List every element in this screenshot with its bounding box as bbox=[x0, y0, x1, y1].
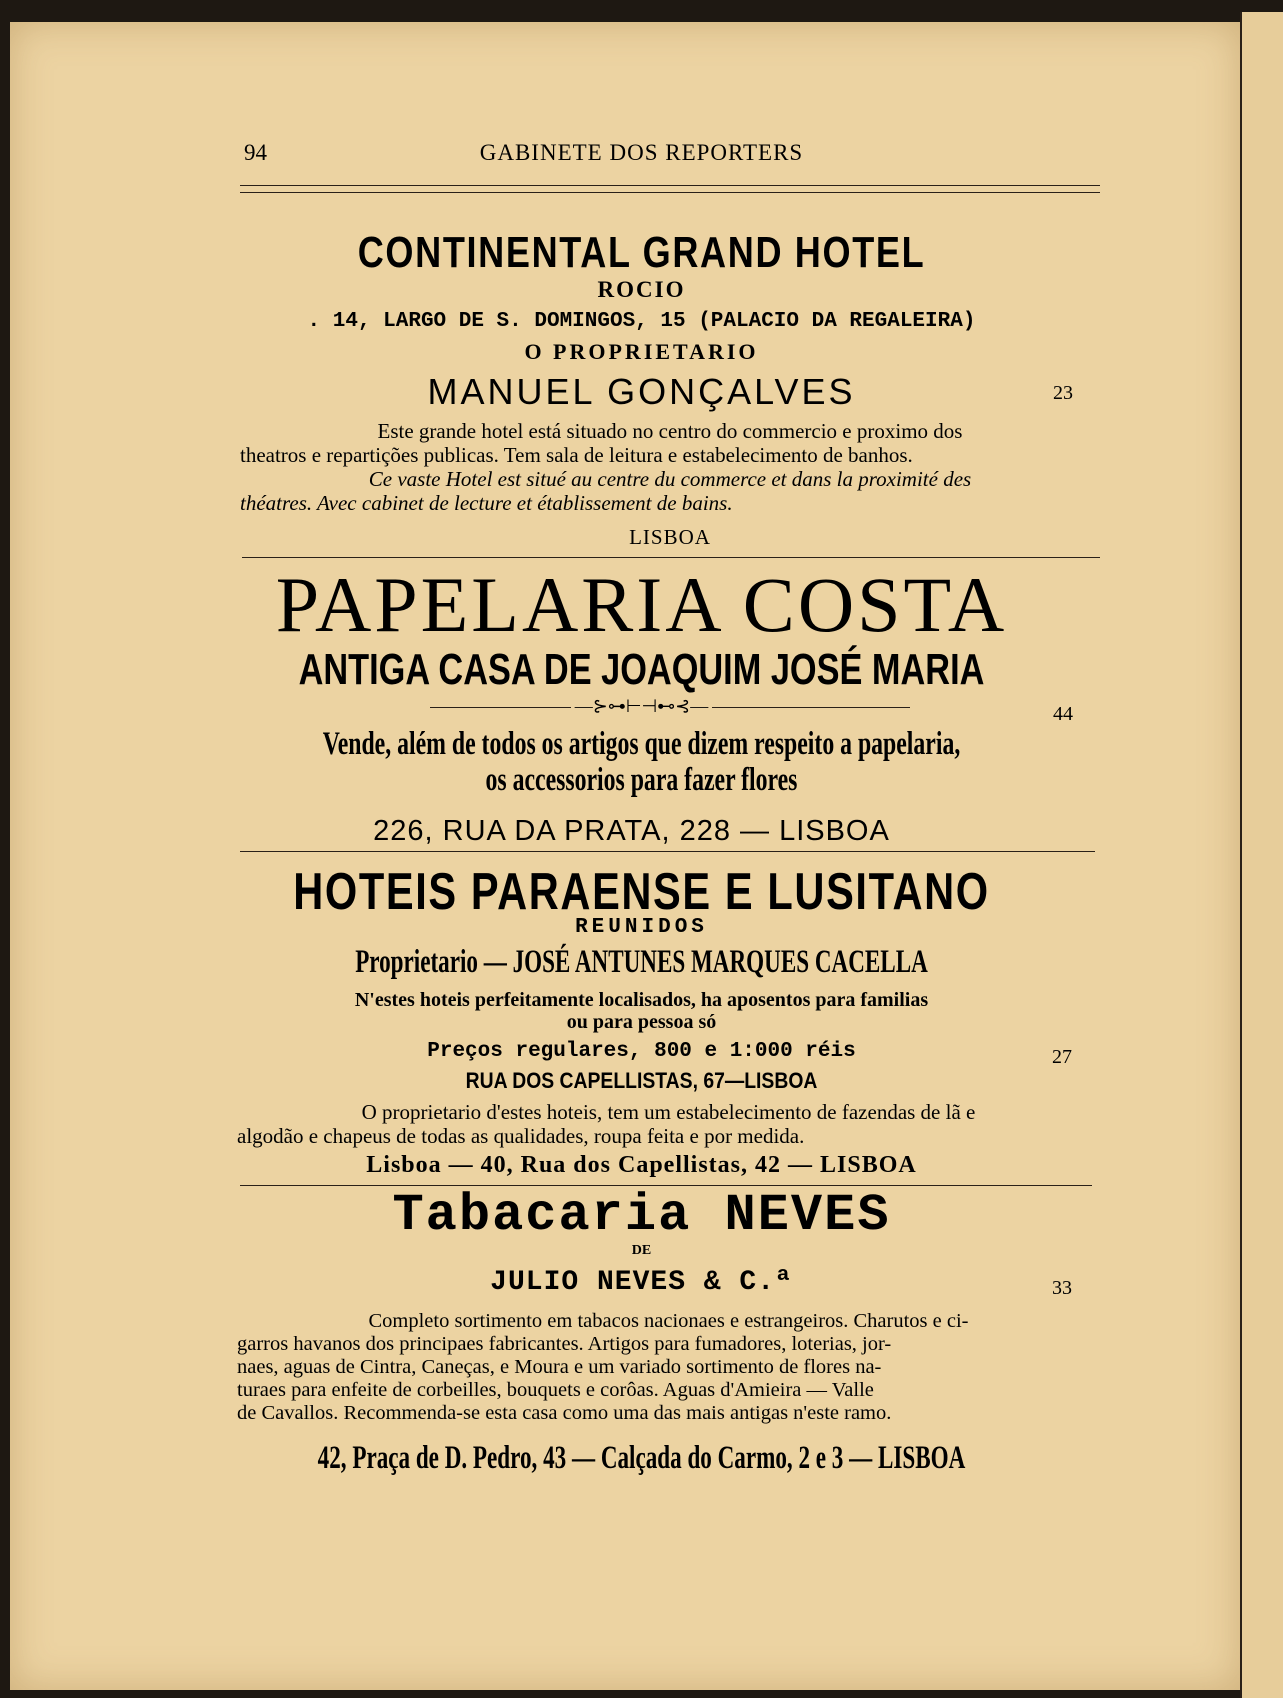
hotel-text-fr-line1: Ce vaste Hotel est situé au centre du commerce et dans la proximité des bbox=[368, 467, 972, 491]
papelaria-subtitle: ANTIGA CASA DE JOAQUIM JOSÉ MARIA bbox=[298, 645, 985, 694]
tabacaria-ref-number: 33 bbox=[1052, 1277, 1072, 1299]
tabacaria-de: DE bbox=[631, 1243, 652, 1258]
hoteis-text2-line1: O proprietario d'estes hoteis, tem um estabelecimento de fazendas de lã e bbox=[361, 1100, 976, 1124]
divider-1 bbox=[242, 557, 1100, 558]
papelaria-name: PAPELARIA COSTA bbox=[275, 561, 1008, 648]
hotel-location: ROCIO bbox=[597, 277, 686, 302]
divider-2 bbox=[240, 851, 1095, 852]
hoteis-name: HOTEIS PARAENSE E LUSITANO bbox=[293, 863, 990, 921]
papelaria-text-line1: Vende, além de todos os artigos que dizem respeito a papelaria, bbox=[322, 726, 961, 762]
tabacaria-text-line3: naes, aguas de Cintra, Caneças, e Moura e um variado sortimento de flores na- bbox=[237, 1356, 882, 1378]
header-rule bbox=[240, 185, 1100, 186]
adjacent-page-edge bbox=[1240, 12, 1283, 1698]
hoteis-text2-line2: algodão e chapeus de todas as qualidades, roupa feita e por medida. bbox=[237, 1124, 805, 1148]
hotel-address: . 14, LARGO DE S. DOMINGOS, 15 (PALACIO DA REGALEIRA) bbox=[307, 310, 976, 333]
hoteis-subtitle: REUNIDOS bbox=[575, 916, 708, 939]
page-number: 94 bbox=[244, 140, 267, 165]
papelaria-text-line2: os accessorios para fazer flores bbox=[485, 762, 798, 798]
tabacaria-name: Tabacaria NEVES bbox=[392, 1186, 891, 1245]
tabacaria-text bbox=[237, 1310, 1100, 1425]
ornament-wrap bbox=[0, 696, 1283, 717]
hoteis-address: RUA DOS CAPELLISTAS, 67—LISBOA bbox=[465, 1068, 818, 1093]
hotel-city: LISBOA bbox=[629, 525, 711, 549]
header-rule-2 bbox=[240, 192, 1100, 193]
hoteis-ref-number: 27 bbox=[1052, 1046, 1072, 1068]
ornament-icon: —⊱⊶⊢⊣⊷⊰— bbox=[571, 696, 713, 716]
hotel-ref-number: 23 bbox=[1053, 382, 1073, 404]
tabacaria-address: 42, Praça de D. Pedro, 43 — Calçada do Carmo, 2 e 3 — LISBOA bbox=[317, 1440, 966, 1476]
hoteis-prices: Preços regulares, 800 e 1:000 réis bbox=[427, 1040, 856, 1063]
hoteis-text-line2: ou para pessoa só bbox=[566, 1011, 717, 1033]
tabacaria-text-line2: garros havanos dos principaes fabricantes. Artigos para fumadores, loterias, jor- bbox=[237, 1333, 892, 1355]
hotel-owner-label: O PROPRIETARIO bbox=[524, 339, 759, 364]
tabacaria-owner: JULIO NEVES & C.ª bbox=[490, 1267, 793, 1298]
hotel-text-pt-line1: Este grande hotel está situado no centro do commercio e proximo dos bbox=[377, 419, 963, 443]
hoteis-address2: Lisboa — 40, Rua dos Capellistas, 42 — LISBOA bbox=[366, 1152, 917, 1178]
tabacaria-text-line5: de Cavallos. Recommenda-se esta casa como uma das mais antigas n'este ramo. bbox=[237, 1402, 892, 1424]
running-header: GABINETE DOS REPORTERS bbox=[479, 140, 804, 165]
papelaria-ref-number: 44 bbox=[1053, 703, 1073, 725]
hotel-text-pt-line2: theatros e repartições publicas. Tem sala de leitura e estabelecimento de banhos. bbox=[240, 443, 913, 467]
hotel-owner-name: MANUEL GONÇALVES bbox=[427, 371, 856, 412]
tabacaria-text-line4: turaes para enfeite de corbeilles, bouquets e corôas. Aguas d'Amieira — Valle bbox=[237, 1379, 874, 1401]
hotel-name: CONTINENTAL GRAND HOTEL bbox=[357, 228, 926, 277]
hoteis-text-line1: N'estes hoteis perfeitamente localisados, ha aposentos para familias bbox=[354, 989, 929, 1011]
hotel-text-pt bbox=[240, 419, 1100, 515]
hoteis-owner: Proprietario — JOSÉ ANTUNES MARQUES CACELLA bbox=[355, 944, 928, 980]
papelaria-address: 226, RUA DA PRATA, 228 — LISBOA bbox=[373, 815, 890, 847]
tabacaria-text-line1: Completo sortimento em tabacos nacionaes e estrangeiros. Charutos e ci- bbox=[368, 1310, 969, 1332]
hotel-text-fr-line2: théatres. Avec cabinet de lecture et établissement de bains. bbox=[240, 491, 733, 515]
hoteis-text2 bbox=[237, 1100, 1100, 1148]
